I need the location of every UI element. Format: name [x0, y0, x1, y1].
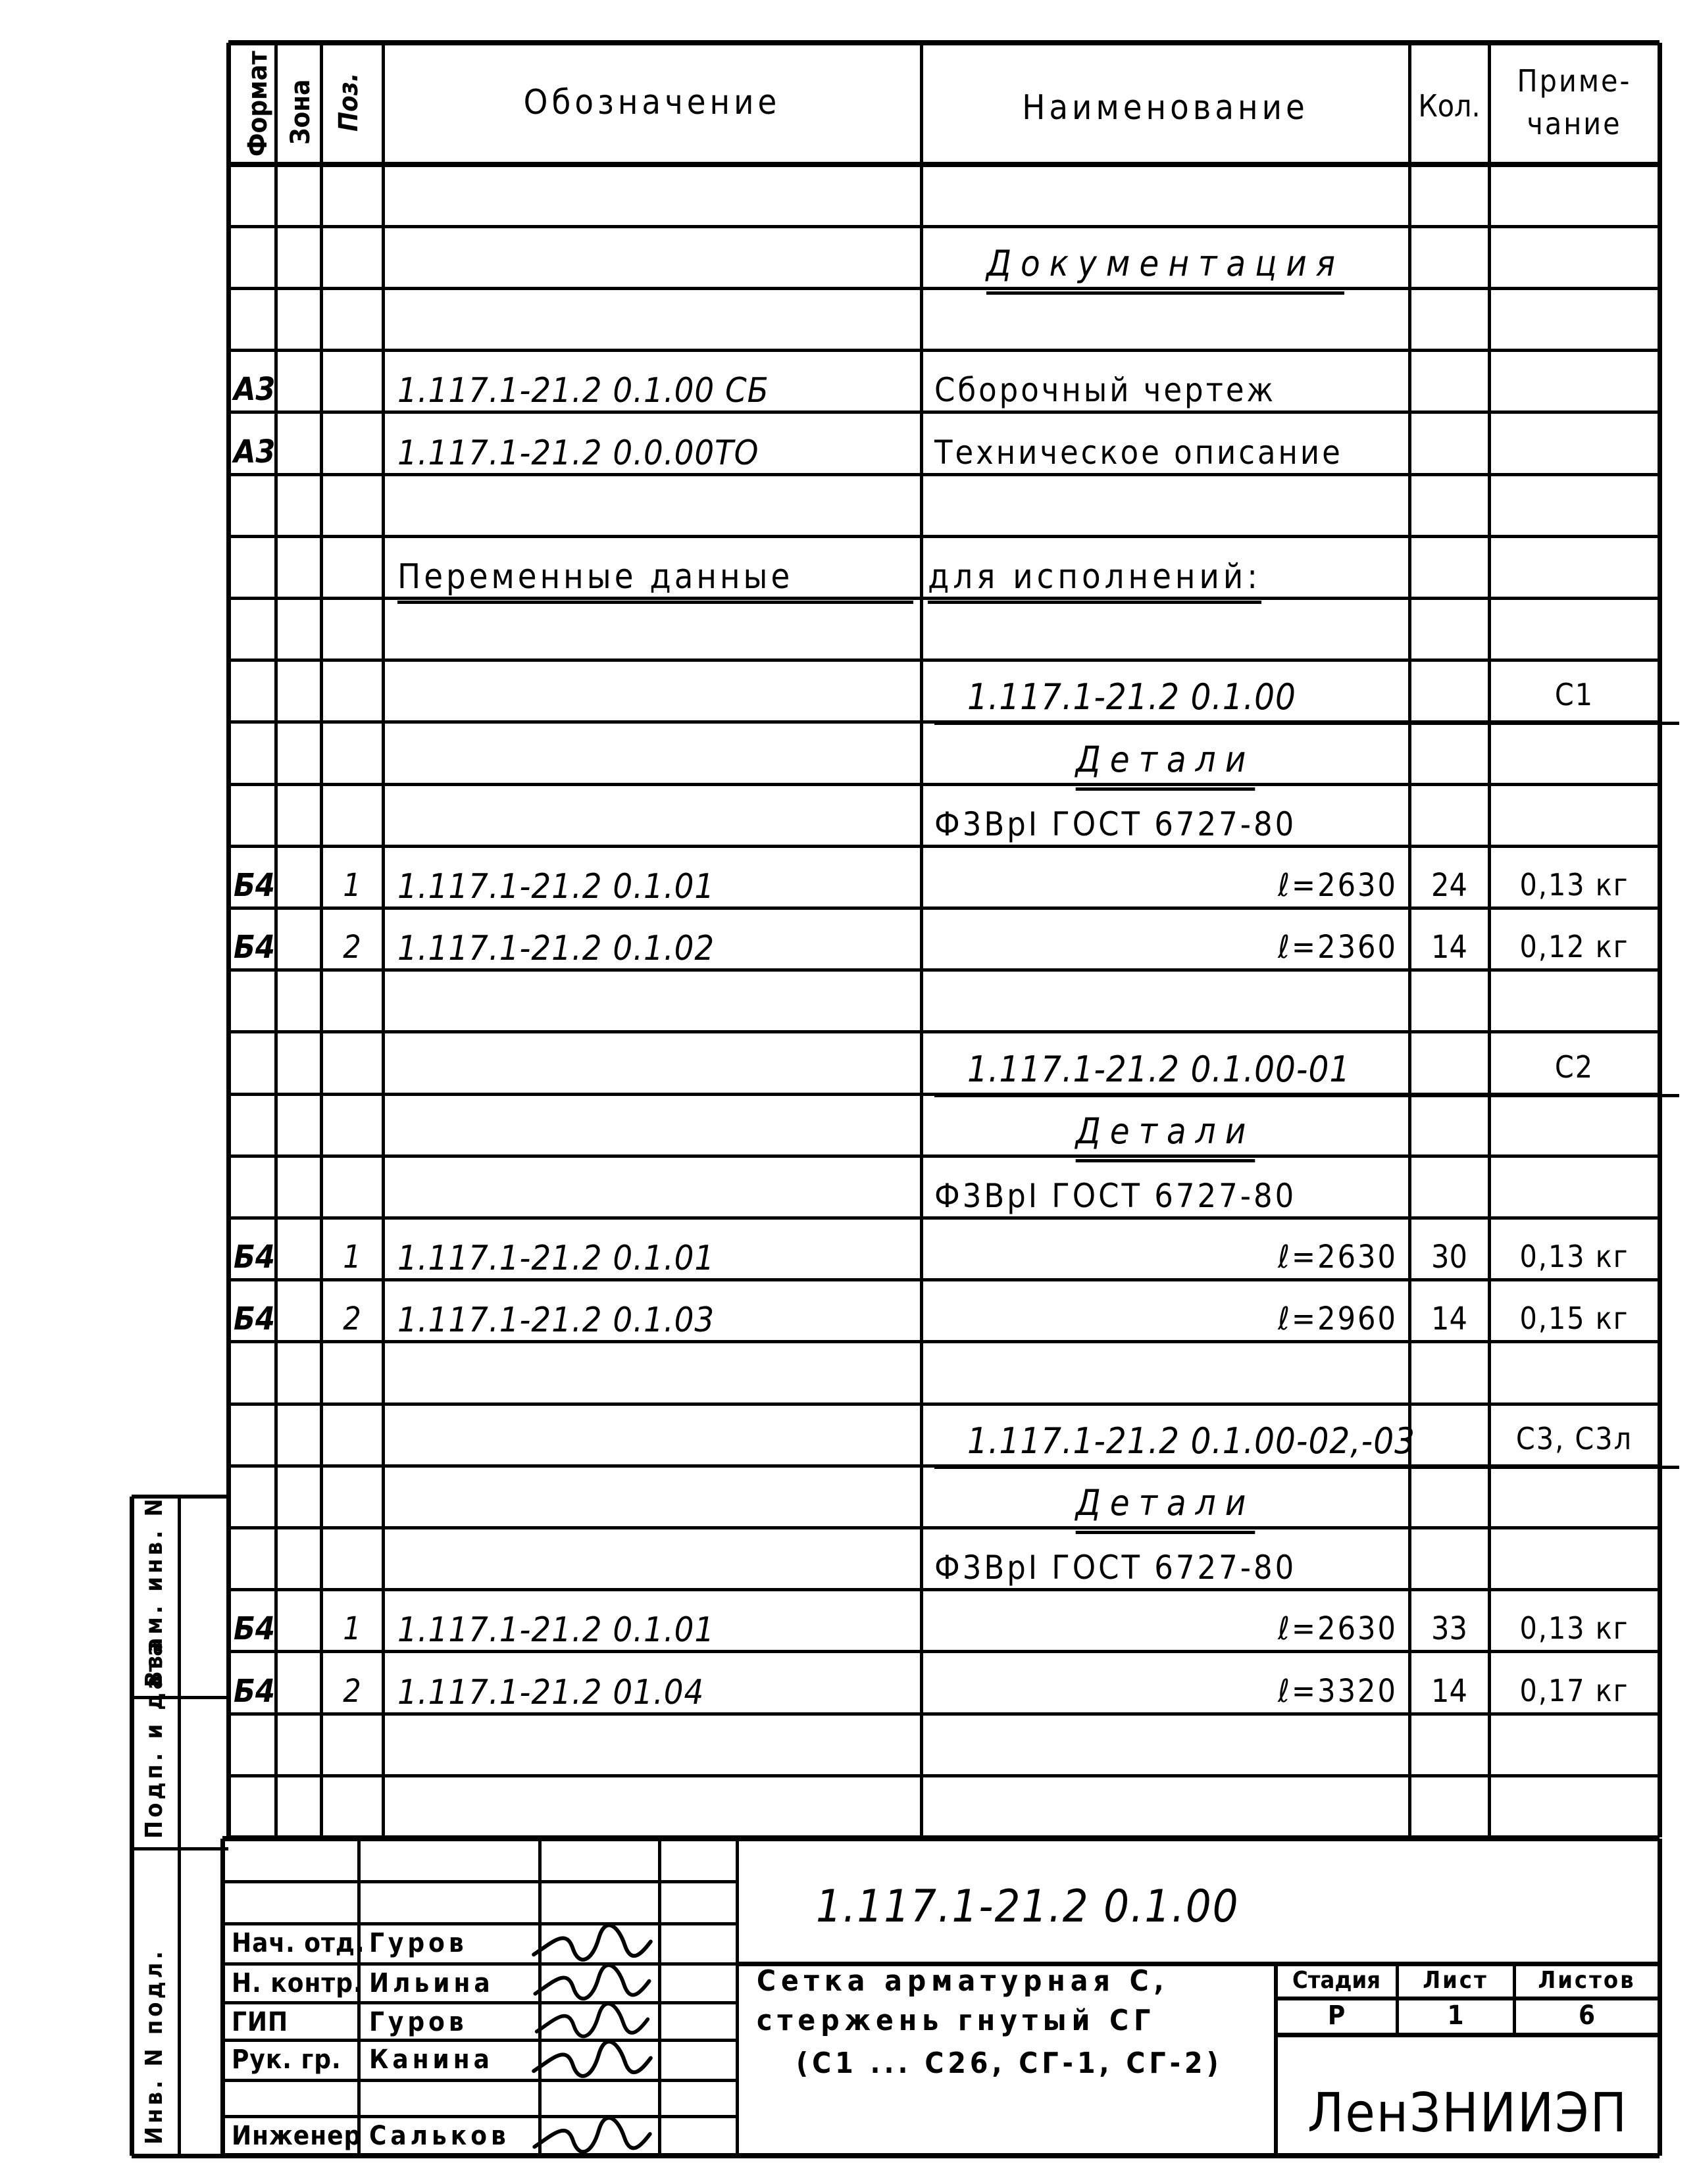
drawing-title-line2: стержень гнутый СГ	[757, 2004, 1156, 2037]
title-block-top	[222, 1836, 1659, 1841]
cell-position: 2	[343, 1301, 361, 1338]
signatory-name: Сальков	[369, 2121, 510, 2151]
cell-note: 0,13 кг	[1519, 866, 1629, 903]
signature-row-line	[222, 1880, 737, 1883]
cell-note: 0,17 кг	[1519, 1672, 1629, 1708]
signatory-role: Инженер	[232, 2121, 362, 2151]
cell-format: Б4	[234, 1301, 275, 1338]
cell-note: 0,15 кг	[1519, 1301, 1629, 1337]
section-heading: Документация	[986, 242, 1344, 284]
cell-length: ℓ=2630	[1278, 1610, 1398, 1648]
cell-designation: 1.117.1-21.2 0.1.00 СБ	[397, 371, 769, 411]
cell-note: 0,13 кг	[1519, 1239, 1629, 1275]
signatory-name: Гуров	[369, 1928, 468, 1958]
section-heading: Детали	[1075, 738, 1255, 780]
stage-value: Р	[1327, 2000, 1346, 2031]
title-block-left	[220, 1839, 225, 2156]
document-code: 1.117.1-21.2 0.1.00	[816, 1881, 1240, 1933]
stamp-divider	[178, 1497, 181, 2156]
signature-row-line	[222, 1962, 737, 1966]
header-zone: Зона	[286, 79, 316, 145]
signature-scribble	[526, 2032, 658, 2084]
signatory-name: Ильина	[369, 1968, 494, 1998]
sheet-label: Лист	[1423, 1967, 1488, 1994]
cell-length: ℓ=2960	[1278, 1301, 1398, 1338]
cell-note: С3, С3л	[1515, 1420, 1633, 1456]
stamp-divider	[132, 1847, 228, 1850]
header-pos: Поз.	[334, 72, 364, 132]
cell-name: Техническое описание	[934, 433, 1343, 472]
cell-quantity: 14	[1431, 1301, 1467, 1338]
section-heading: Детали	[1075, 1481, 1255, 1524]
signature-row-line	[222, 2039, 737, 2042]
cell-designation: 1.117.1-21.2 0.0.00ТО	[397, 433, 759, 473]
cell-designation: 1.117.1-21.2 0.1.01	[397, 1610, 715, 1650]
cell-position: 1	[343, 1610, 361, 1648]
cell-position: 2	[343, 1672, 361, 1710]
signature-scribble	[526, 2108, 658, 2160]
cell-designation: 1.117.1-21.2 0.1.01	[397, 1239, 715, 1279]
cell-format: Б4	[234, 929, 275, 966]
drawing-title-line3: (С1 ... С26, СГ-1, СГ-2)	[796, 2047, 1223, 2080]
header-qty: Кол.	[1418, 88, 1481, 124]
cell-note: 0,13 кг	[1519, 1610, 1629, 1647]
variant-designation: 1.117.1-21.2 0.1.00	[934, 680, 1679, 725]
variant-designation: 1.117.1-21.2 0.1.00-02,-03	[934, 1424, 1679, 1469]
stage-label: Стадия	[1292, 1967, 1381, 1994]
signature-row-line	[222, 1922, 737, 1925]
header-format: Формат	[243, 51, 273, 157]
organization-name: ЛенЗНИИЭП	[1307, 2082, 1629, 2145]
cell-note: 0,12 кг	[1519, 929, 1629, 965]
signatory-name: Канина	[369, 2045, 494, 2075]
table-row	[228, 970, 1659, 1032]
signatory-role: Н. контр.	[232, 1968, 363, 1998]
cell-position: 2	[343, 929, 361, 966]
cell-note: С1	[1554, 677, 1594, 713]
signatory-name: Гуров	[369, 2007, 468, 2037]
stamp-border	[132, 2154, 228, 2158]
header-name: Наименование	[1022, 88, 1309, 128]
cell-quantity: 14	[1431, 929, 1467, 966]
cell-name: Ф3ВрI ГОСТ 6727-80	[934, 1549, 1297, 1587]
cell-length: ℓ=2630	[1278, 866, 1398, 904]
cell-position: 1	[343, 866, 361, 904]
title-block-column	[658, 1839, 661, 2156]
table-row	[228, 1714, 1659, 1775]
cell-name: Сборочный чертеж	[934, 371, 1277, 410]
table-row	[228, 288, 1659, 350]
header-designation: Обозначение	[523, 83, 781, 122]
cell-quantity: 33	[1431, 1610, 1467, 1648]
cell-designation: 1.117.1-21.2 0.1.02	[397, 929, 715, 969]
cell-note: С2	[1554, 1049, 1594, 1085]
header-note-line1: Приме-	[1517, 63, 1632, 99]
table-row	[228, 164, 1659, 226]
variant-designation: 1.117.1-21.2 0.1.00-01	[934, 1052, 1679, 1097]
stage-block-bottom	[1276, 2033, 1659, 2037]
signature-row-line	[222, 2001, 737, 2004]
table-row	[228, 1342, 1659, 1404]
sheets-label: Листов	[1538, 1967, 1636, 1994]
stamp-replace-inv-label: Взам. инв. N	[141, 1495, 168, 1687]
table-row	[228, 474, 1659, 536]
stamp-sign-date-label: Подп. и дата	[141, 1638, 168, 1839]
cell-designation: 1.117.1-21.2 0.1.01	[397, 866, 715, 906]
cell-format: Б4	[234, 1610, 275, 1648]
section-heading: Детали	[1075, 1110, 1255, 1152]
cell-quantity: 14	[1431, 1672, 1467, 1710]
title-block-column	[736, 1839, 739, 2156]
table-row	[228, 1775, 1659, 1837]
cell-position: 1	[343, 1239, 361, 1276]
sheets-value: 6	[1578, 2000, 1596, 2031]
cell-format: Б4	[234, 1672, 275, 1710]
cell-length: ℓ=2360	[1278, 929, 1398, 966]
cell-format: А3	[234, 433, 276, 470]
cell-length: ℓ=3320	[1278, 1672, 1398, 1710]
signature-row-line	[222, 2115, 737, 2118]
drawing-title-line1: Сетка арматурная С,	[757, 1964, 1169, 1998]
cell-designation: 1.117.1-21.2 01.04	[397, 1672, 705, 1712]
cell-name: Ф3ВрI ГОСТ 6727-80	[934, 805, 1297, 843]
cell-name: Ф3ВрI ГОСТ 6727-80	[934, 1176, 1297, 1215]
signatory-role: Рук. гр.	[232, 2045, 342, 2075]
sheet-value: 1	[1447, 2000, 1464, 2031]
table-top-border	[228, 40, 1659, 45]
stamp-border	[130, 1497, 134, 2156]
cell-name: для исполнений:	[928, 560, 1261, 604]
stamp-orig-inv-label: Инв. N подл.	[141, 1948, 168, 2145]
header-note-line2: чание	[1527, 106, 1622, 141]
cell-format: Б4	[234, 1239, 275, 1276]
table-row	[228, 598, 1659, 660]
cell-designation: 1.117.1-21.2 0.1.03	[397, 1301, 715, 1341]
cell-format: Б4	[234, 866, 275, 904]
cell-format: А3	[234, 371, 276, 409]
signatory-role: ГИП	[232, 2007, 289, 2037]
cell-quantity: 24	[1431, 866, 1467, 904]
cell-length: ℓ=2630	[1278, 1239, 1398, 1276]
cell-quantity: 30	[1431, 1239, 1467, 1276]
signatory-role: Нач. отд.	[232, 1928, 365, 1958]
signature-row-line	[222, 2079, 737, 2082]
title-block-bottom	[222, 2153, 1659, 2158]
cell-designation: Переменные данные	[397, 560, 913, 604]
